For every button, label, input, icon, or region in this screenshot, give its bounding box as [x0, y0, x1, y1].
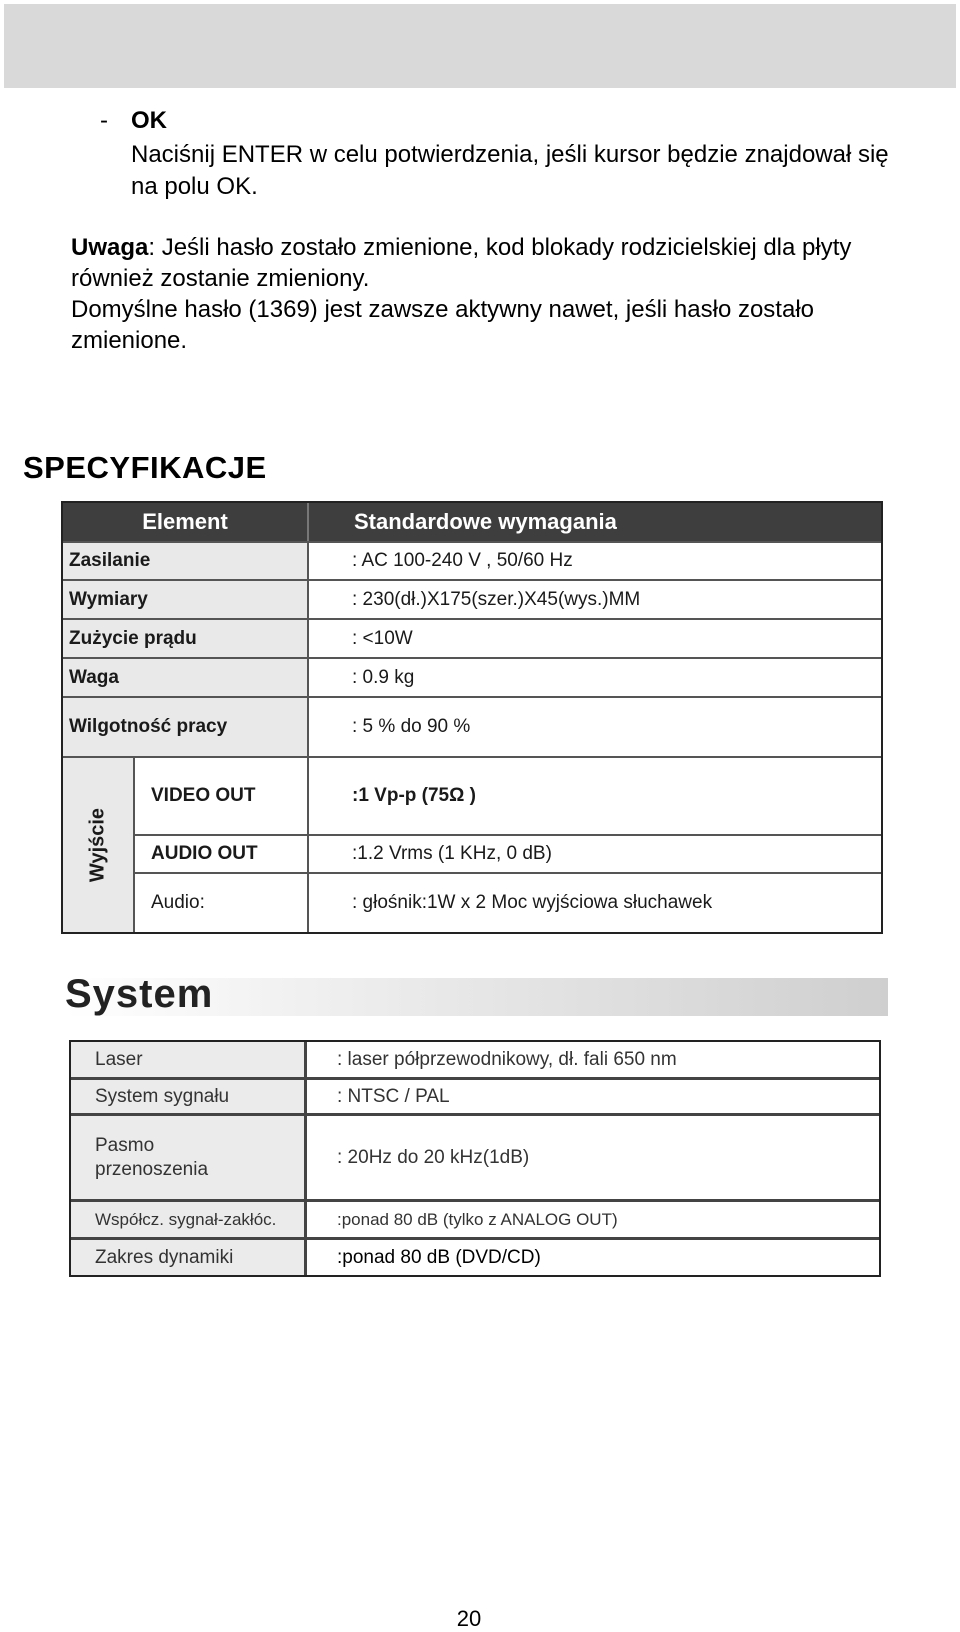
row-label: Waga	[63, 659, 309, 696]
row-label: Wymiary	[63, 581, 309, 618]
row-label: Laser	[71, 1042, 307, 1077]
table-row	[71, 1077, 879, 1113]
row-label-text: Pasmo przenoszenia	[95, 1134, 209, 1180]
table-row	[63, 579, 881, 618]
row-label: Zasilanie	[63, 543, 309, 579]
row-value: : 230(dł.)X175(szer.)X45(wys.)MM	[352, 588, 641, 610]
row-label	[71, 1116, 307, 1199]
header-element: Element	[63, 503, 309, 541]
system-header	[65, 972, 888, 1016]
table-row	[135, 758, 881, 834]
system-table	[69, 1040, 881, 1277]
row-value: :1 Vp-p (75Ω )	[352, 785, 476, 806]
row-label: VIDEO OUT	[135, 758, 309, 834]
page-number: 20	[456, 1606, 482, 1631]
table-row	[71, 1113, 879, 1199]
note-label: Uwaga	[71, 234, 149, 261]
table-row	[63, 618, 881, 657]
output-group-label	[63, 758, 135, 932]
table-row	[63, 541, 881, 579]
row-value: : 20Hz do 20 kHz(1dB)	[337, 1146, 530, 1168]
spec-table-header	[63, 503, 881, 541]
ok-title: OK	[131, 107, 167, 134]
row-label: Zużycie prądu	[63, 620, 309, 657]
row-label: System sygnału	[71, 1080, 307, 1113]
row-value: : laser półprzewodnikowy, dł. fali 650 nm	[337, 1048, 677, 1070]
header-requirements: Standardowe wymagania	[354, 509, 617, 534]
table-row	[63, 696, 881, 756]
row-label: Współcz. sygnał-zakłóc.	[71, 1202, 307, 1237]
table-row	[71, 1199, 879, 1237]
table-row	[71, 1237, 879, 1275]
row-value: :1.2 Vrms (1 KHz, 0 dB)	[352, 843, 552, 864]
table-row	[135, 872, 881, 932]
output-vertical-text: Wyjście	[86, 807, 109, 883]
row-value: : 5 % do 90 %	[352, 716, 471, 737]
row-label: Wilgotność pracy	[63, 698, 309, 756]
row-value: : NTSC / PAL	[337, 1085, 450, 1107]
ok-description: Naciśnij ENTER w celu potwierdzenia, jeśli kursor będzie znajdował się na polu OK.	[131, 141, 889, 200]
spec-table	[61, 501, 883, 934]
row-value: : 0.9 kg	[352, 666, 415, 688]
output-rows	[135, 758, 881, 932]
table-row	[135, 834, 881, 872]
table-row	[71, 1042, 879, 1077]
list-dash: -	[100, 107, 108, 134]
note-block	[71, 232, 931, 356]
row-value: : AC 100-240 V , 50/60 Hz	[352, 550, 573, 571]
table-row	[63, 657, 881, 696]
row-label: AUDIO OUT	[135, 836, 309, 872]
system-title: System	[65, 972, 214, 1016]
note-text-1: : Jeśli hasło zostało zmienione, kod blokady rodzicielskiej dla płyty również zostanie zmieniony.	[71, 234, 852, 292]
output-group	[63, 756, 881, 932]
row-value: : głośnik:1W x 2 Moc wyjściowa słuchawek	[352, 892, 713, 913]
row-label: Audio:	[135, 874, 309, 932]
header-bar	[4, 4, 956, 88]
row-value: :ponad 80 dB (DVD/CD)	[337, 1246, 541, 1268]
row-label: Zakres dynamiki	[71, 1240, 307, 1275]
row-value: :ponad 80 dB (tylko z ANALOG OUT)	[337, 1209, 618, 1229]
section-title: SPECYFIKACJE	[23, 450, 267, 485]
note-text-2: Domyślne hasło (1369) jest zawsze aktywny nawet, jeśli hasło zostało zmienione.	[71, 296, 815, 354]
row-value: : <10W	[352, 627, 413, 649]
